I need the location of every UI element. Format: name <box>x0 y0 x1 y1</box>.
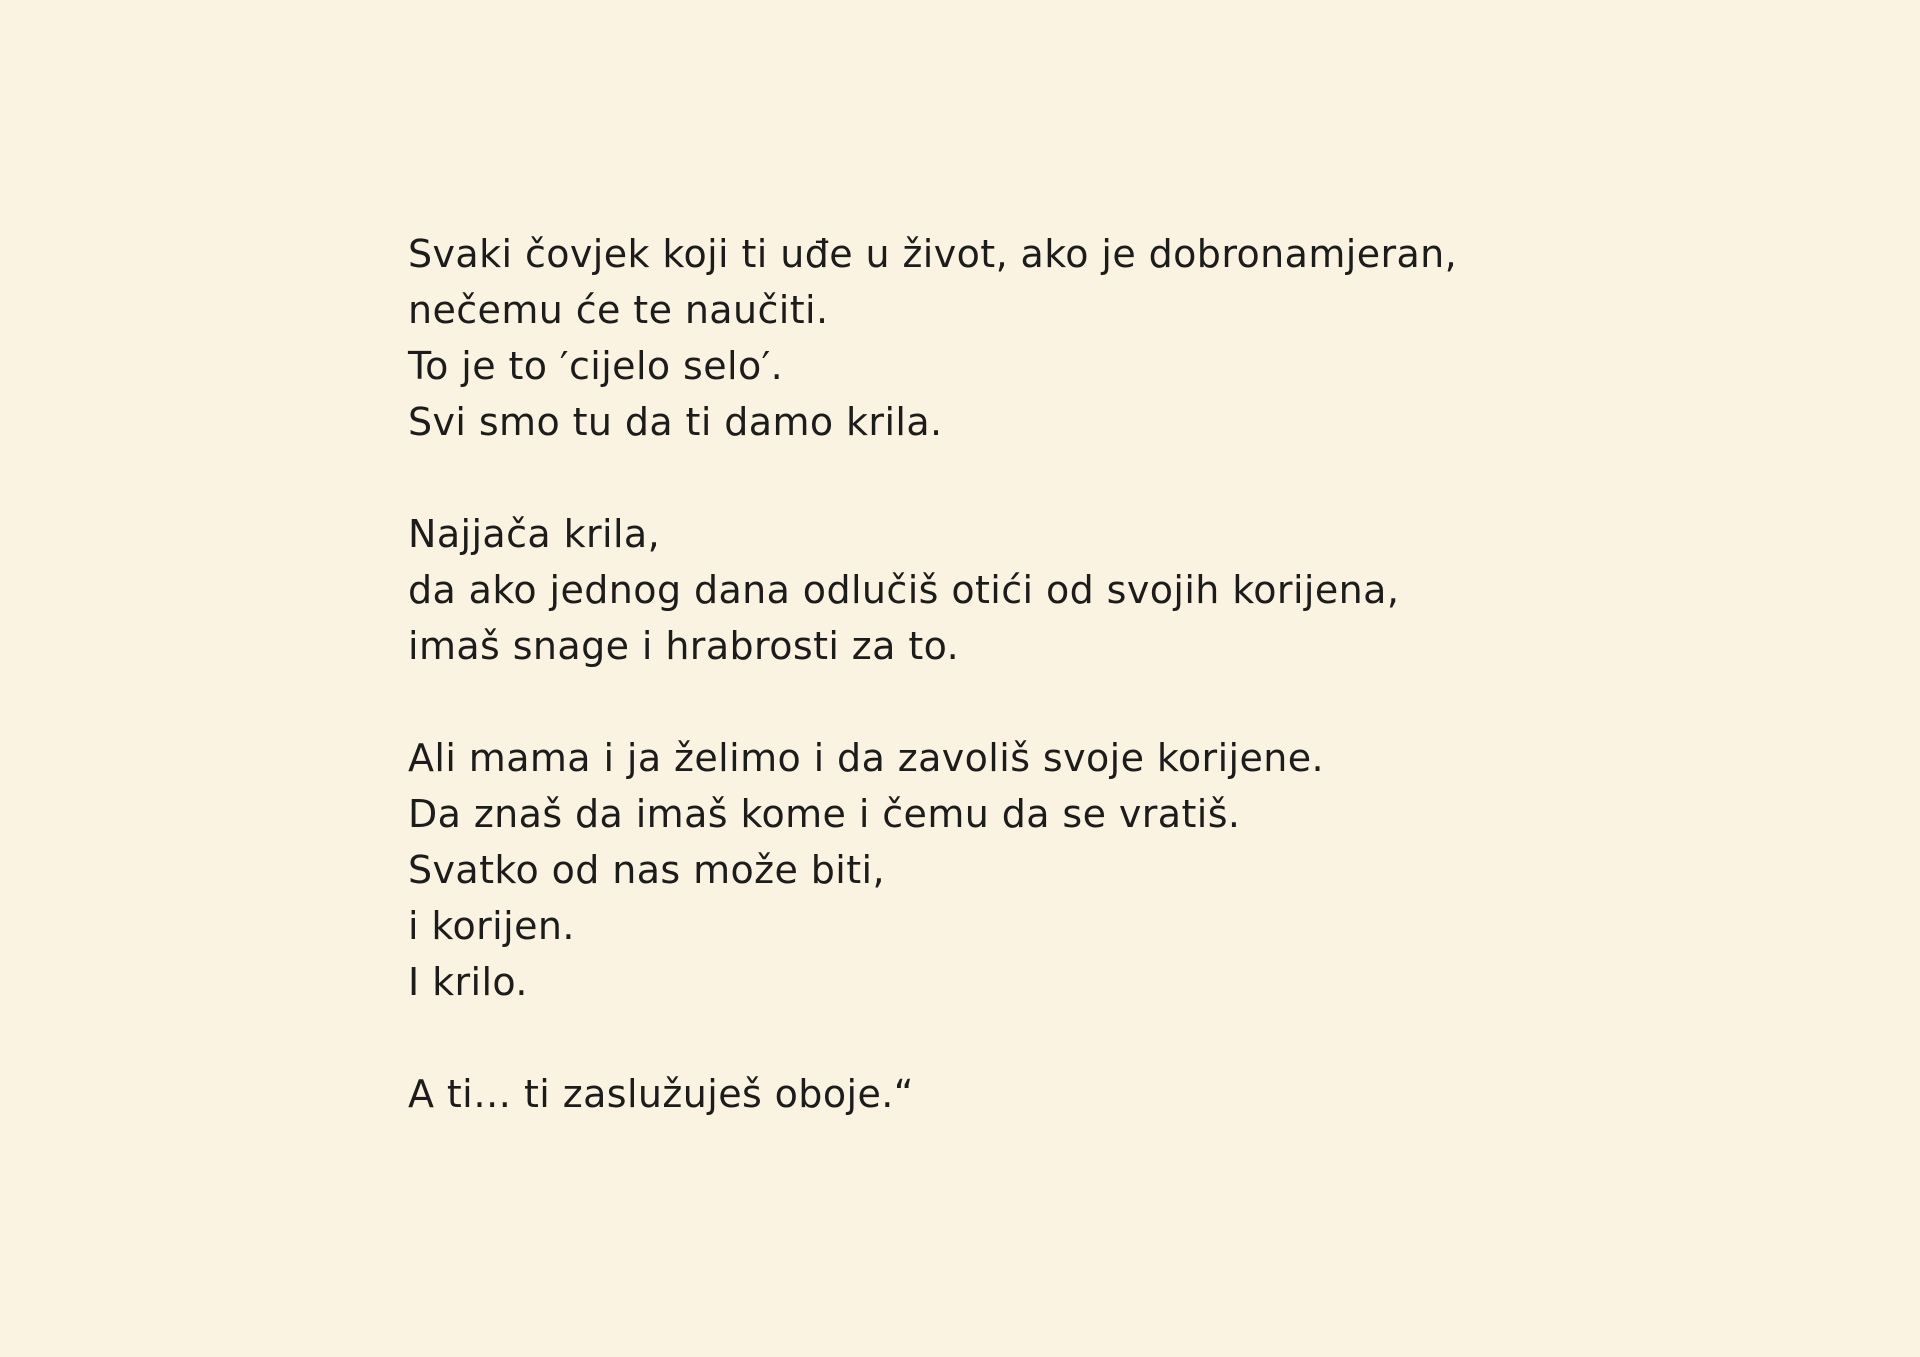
poem-line: I krilo. <box>408 960 528 1004</box>
stanza-2 <box>408 506 1708 674</box>
stanza-4 <box>408 1066 1708 1122</box>
poem-line: nečemu će te naučiti. <box>408 288 829 332</box>
poem-line: i korijen. <box>408 904 575 948</box>
poem-line: Da znaš da imaš kome i čemu da se vratiš. <box>408 792 1241 836</box>
poem-line: da ako jednog dana odlučiš otići od svojih korijena, <box>408 568 1400 612</box>
poem-text <box>408 226 1708 1122</box>
poem-line: Svaki čovjek koji ti uđe u život, ako je dobronamjeran, <box>408 232 1458 276</box>
poem-line: imaš snage i hrabrosti za to. <box>408 624 960 668</box>
stanza-1 <box>408 226 1708 450</box>
poem-line: Ali mama i ja želimo i da zavoliš svoje korijene. <box>408 736 1325 780</box>
poem-line: Svatko od nas može biti, <box>408 848 885 892</box>
poem-line: Najjača krila, <box>408 512 661 556</box>
stanza-3 <box>408 730 1708 1010</box>
poem-line: A ti… ti zaslužuješ oboje.“ <box>408 1072 914 1116</box>
poem-line: To je to ′cijelo selo′. <box>408 344 784 388</box>
poem-line: Svi smo tu da ti damo krila. <box>408 400 943 444</box>
